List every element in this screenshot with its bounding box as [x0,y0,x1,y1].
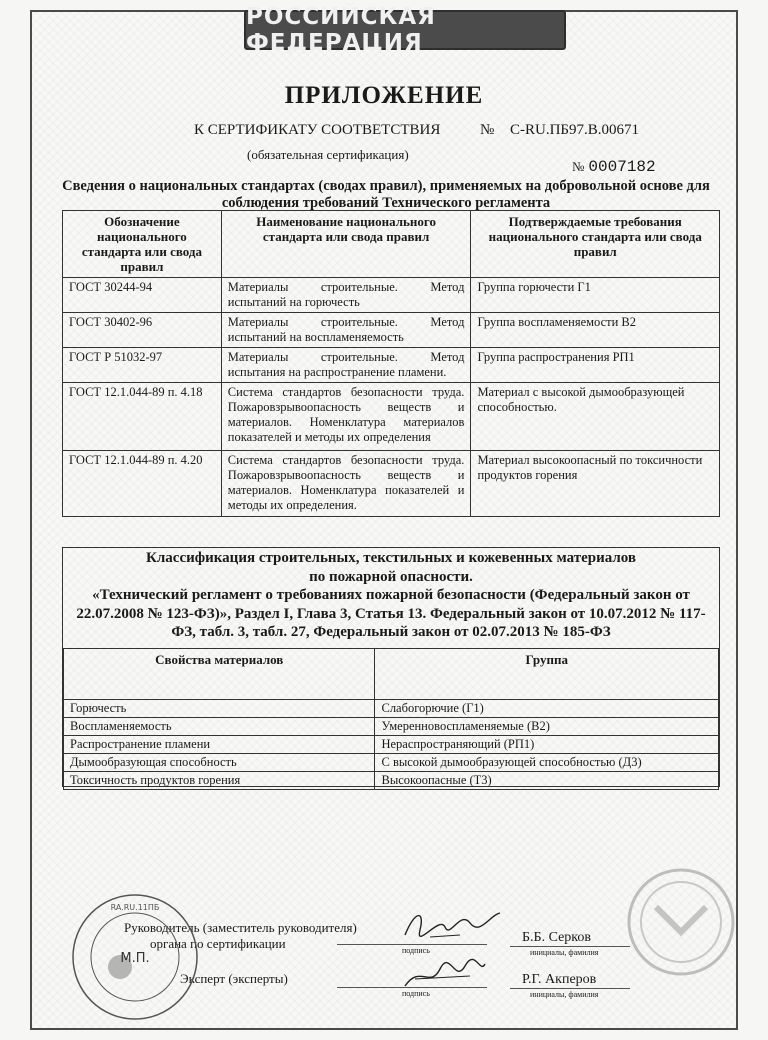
table-row [63,313,720,348]
stamp-mp: М.П. [120,951,150,966]
expert-signature-scribble [400,954,490,994]
banner-text: РОССИЙСКАЯ ФЕДЕРАЦИЯ [246,4,436,56]
requirement-cell: Группа распространения РП1 [471,348,720,383]
document-title: ПРИЛОЖЕНИЕ [284,82,484,109]
group-cell: Слабогорючие (Г1) [375,700,719,718]
table-row [64,700,719,718]
property-cell: Токсичность продуктов горения [64,772,375,790]
head-signature-scribble [400,905,510,945]
table-row [63,348,720,383]
stamp-graphic [70,892,200,1022]
classification-box [62,547,720,787]
col-header-property: Свойства материалов [64,649,375,700]
serial-number [572,158,656,176]
requirement-cell: Группа воспламеняемости В2 [471,313,720,348]
group-cell: С высокой дымообразующей способностью (Д3) [375,754,719,772]
certificate-page [30,4,738,1030]
organization-stamp [70,892,200,1022]
stamp-code: RA.RU.11ПБ [110,903,160,912]
expert-sign-line [337,987,487,988]
classification-heading [63,548,719,642]
property-cell: Распространение пламени [64,736,375,754]
number-sign: № [480,122,495,138]
requirement-cell: Группа горючести Г1 [471,278,720,313]
head-name: Б.Б. Серков [522,930,592,945]
classification-heading-line1: Классификация строительных, текстильных и кожевенных материалов [146,550,636,566]
col-header-group: Группа [375,649,719,700]
standards-table [62,210,720,517]
expert-name-caption: инициалы, фамилия [530,990,599,999]
head-signature-label1: Руководитель (заместитель руководителя) [124,920,357,935]
head-name-caption: инициалы, фамилия [530,948,599,957]
table-row [63,383,720,451]
name-cell: Система стандартов безопасности труда. Пожаровзрывоопасность веществ и материалов. Номенклатура материалов показателей и методы их определения [221,383,471,451]
col-header-requirements: Подтверждаемые требования национального стандарта или свода правил [471,211,720,278]
table-row [64,772,719,790]
expert-sign-caption: подпись [402,989,430,998]
head-signature-label2: органа по сертификации [150,936,286,951]
designation-cell: ГОСТ Р 51032-97 [63,348,222,383]
expert-label: Эксперт (эксперты) [180,971,288,986]
table-row [64,718,719,736]
designation-cell: ГОСТ 12.1.044-89 п. 4.20 [63,451,222,517]
table-row [64,754,719,772]
property-cell: Воспламеняемость [64,718,375,736]
certification-mark [626,867,736,977]
expert-name-line [510,988,630,989]
col-header-designation: Обозначение национального стандарта или свода правил [63,211,222,278]
group-cell: Высокоопасные (Т3) [375,772,719,790]
certificate-number: С-RU.ПБ97.В.00671 [510,122,640,138]
requirement-cell: Материал высокоопасный по токсичности продуктов горения [471,451,720,517]
property-cell: Горючесть [64,700,375,718]
table-row [64,736,719,754]
subtitle-text: К СЕРТИФИКАТУ СООТВЕТСТВИЯ [194,122,441,138]
head-sign-line [337,944,487,945]
serial-prefix: № [572,159,585,174]
country-banner [244,4,566,56]
designation-cell: ГОСТ 12.1.044-89 п. 4.18 [63,383,222,451]
head-sign-caption: подпись [402,946,430,955]
property-cell: Дымообразующая способность [64,754,375,772]
head-name-line [510,946,630,947]
name-cell: Материалы строительные. Метод испытаний на воспламеняемость [221,313,471,348]
standards-heading: Сведения о национальных стандартах (сводах правил), применяемых на добровольной основе для соблюдения требований Технического регламента [62,178,710,211]
designation-cell: ГОСТ 30244-94 [63,278,222,313]
group-cell: Нераспространяющий (РП1) [375,736,719,754]
name-cell: Материалы строительные. Метод испытания на распространение пламени. [221,348,471,383]
col-header-name: Наименование национального стандарта или свода правил [221,211,471,278]
requirement-cell: Материал с высокой дымообразующей способностью. [471,383,720,451]
name-cell: Система стандартов безопасности труда. Пожаровзрывоопасность веществ и материалов. Номенклатура показателей и методы их определения. [221,451,471,517]
classification-table [63,648,719,790]
expert-name: Р.Г. Акперов [522,972,597,987]
name-cell: Материалы строительные. Метод испытаний на горючесть [221,278,471,313]
group-cell: Умеренновоспламеняемые (В2) [375,718,719,736]
classification-heading-line2: по пожарной опасности. [309,568,473,585]
table-row [63,278,720,313]
designation-cell: ГОСТ 30402-96 [63,313,222,348]
obligatory-note: (обязательная сертификация) [247,147,409,162]
serial-value: 0007182 [588,158,656,176]
classification-heading-law: «Технический регламент о требованиях пожарной безопасности (Федеральный закон от 22.07.2008 № 123-ФЗ)», Раздел I, Глава 3, Статья 13. Федеральный закон от 10.07.2012 № 117-ФЗ, табл. 3, табл. 27, Федеральный закон от 02.07.2013 № 185-ФЗ [76,587,706,640]
table-row [63,451,720,517]
